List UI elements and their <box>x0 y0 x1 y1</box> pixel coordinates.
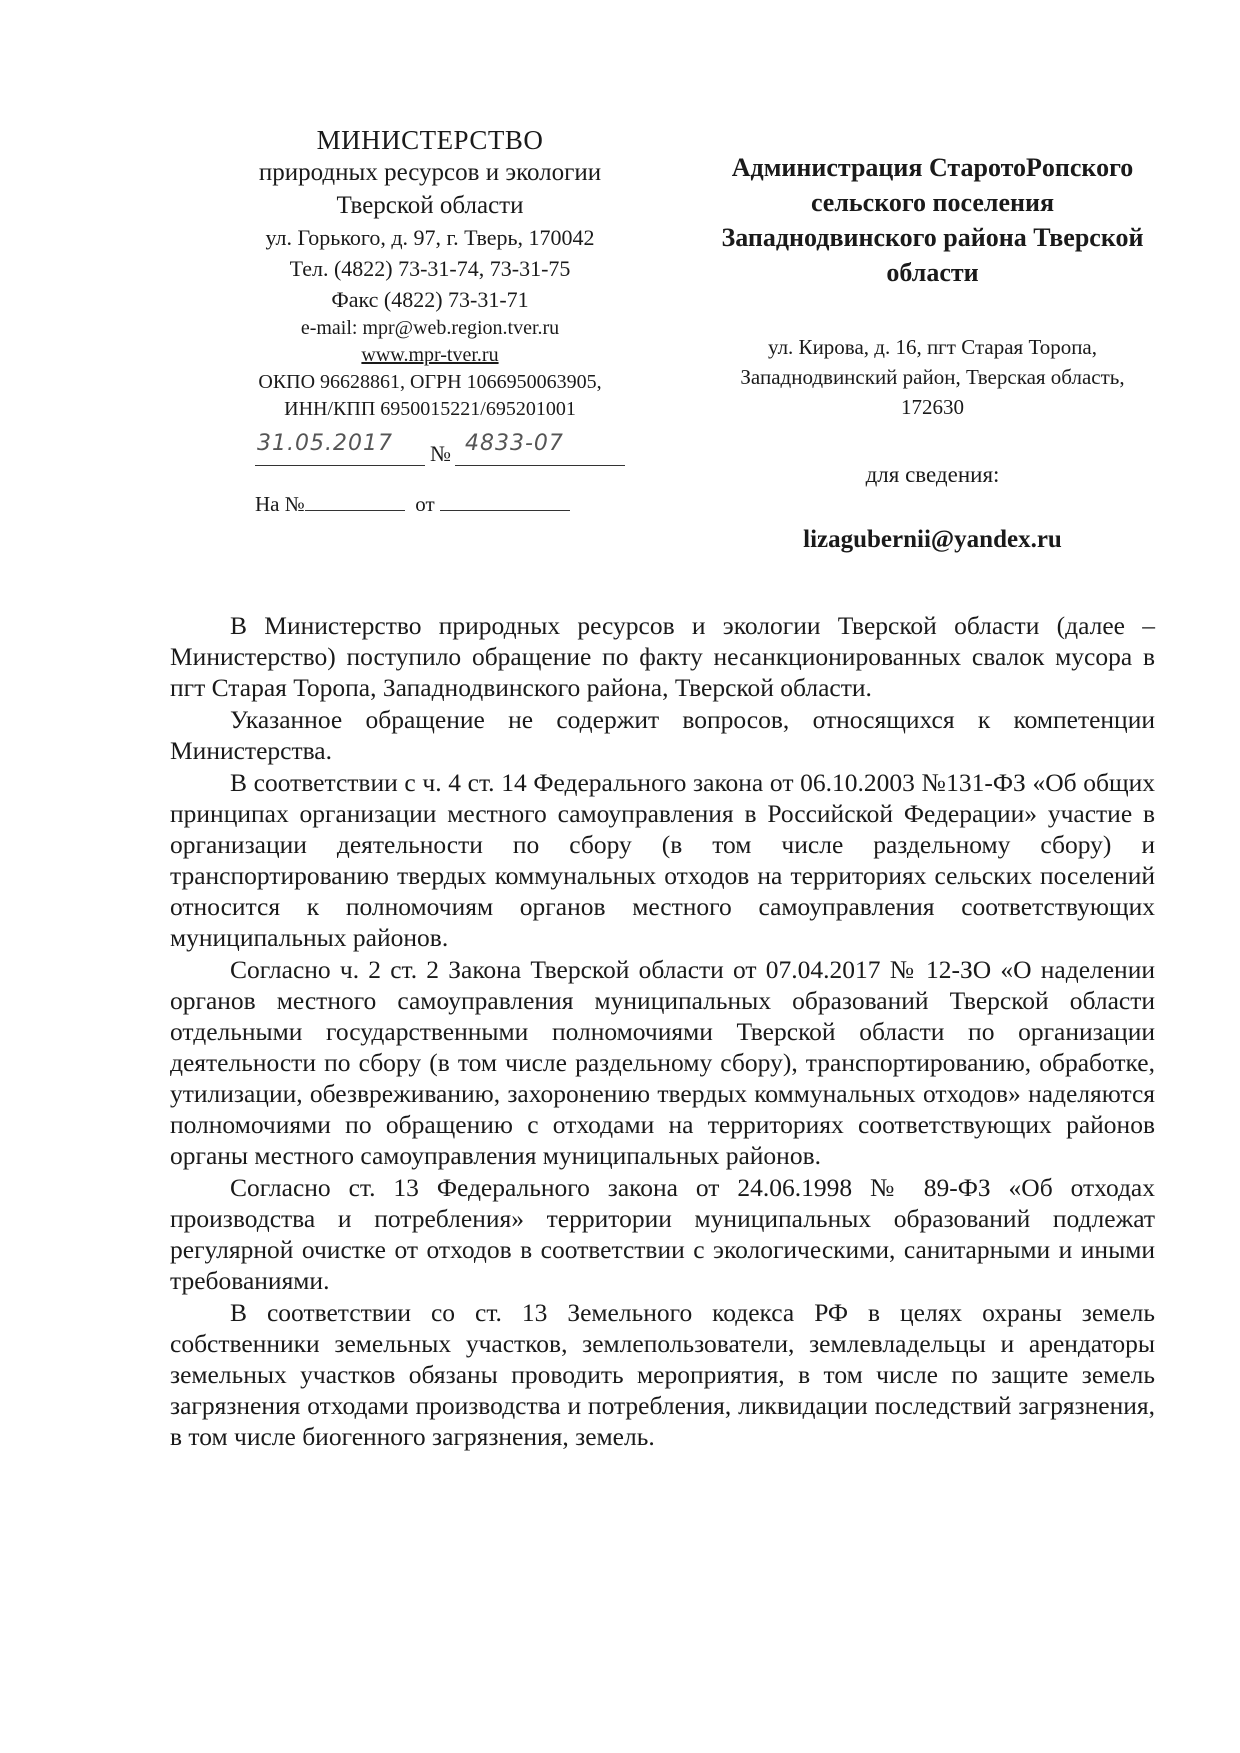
ref-number-label: На № <box>255 492 305 516</box>
body-paragraph-3: В соответствии с ч. 4 ст. 14 Федерального закона от 06.10.2003 №131-ФЗ «Об общих принципах организации местного самоуправления в Российской Федерации» участие в организации деятельности по сбору (в том числе раздельному сбору) и транспортированию твердых коммунальных отходов на территориях сельских поселений относится к полномочиям органов местного самоуправления соответствующих муниципальных районов. <box>170 768 1155 952</box>
recipient-block <box>685 150 1180 554</box>
recipient-org-line4: области <box>886 258 979 287</box>
recipient-org-line2: сельского поселения <box>810 188 1055 217</box>
reference-line <box>255 492 595 517</box>
recipient-org-line3: Западнодвинского района Тверской <box>721 223 1144 252</box>
info-label: для сведения: <box>865 462 1000 487</box>
recipient-address-line1: ул. Кирова, д. 16, пгт Старая Торопа, <box>768 335 1097 359</box>
sender-phone: Тел. (4822) 73-31-74, 73-31-75 <box>289 256 571 281</box>
registration-line <box>255 431 635 469</box>
recipient-address <box>685 332 1180 422</box>
sender-email: e-mail: mpr@web.region.tver.ru <box>300 317 560 339</box>
recipient-address-line3: 172630 <box>901 395 964 419</box>
sender-website: www.mpr-tver.ru <box>361 344 499 366</box>
reg-number-handwritten: 4833-07 <box>465 431 564 456</box>
sender-letterhead <box>210 125 650 423</box>
ref-date-blank <box>440 510 570 511</box>
ref-from-label: от <box>415 492 435 516</box>
recipient-email: lizagubernii@yandex.ru <box>803 526 1062 553</box>
sender-inn: ИНН/КПП 6950015221/695201001 <box>284 398 576 420</box>
letter-body <box>170 610 1155 1452</box>
sender-okpo: ОКПО 96628861, ОГРН 1066950063905, <box>258 371 602 393</box>
body-paragraph-4: Согласно ч. 2 ст. 2 Закона Тверской области от 07.04.2017 № 12-ЗО «О наделении органов местного самоуправления муниципальных образований Тверской области отдельными государственными полномочиями Тверской области по организации деятельности по сбору (в том числе раздельному сбору), транспортированию, обработке, утилизации, обезвреживанию, захоронению твердых коммунальных отходов» наделяются полномочиями по обращению с отходами на территориях соответствующих районов органы местного самоуправления муниципальных районов. <box>170 955 1155 1170</box>
reg-date-handwritten: 31.05.2017 <box>257 431 393 456</box>
sender-fax: Факс (4822) 73-31-71 <box>331 287 529 312</box>
reg-number-label: № <box>430 441 451 466</box>
ref-number-blank <box>305 510 405 511</box>
ministry-title: МИНИСТЕРСТВО <box>316 125 544 155</box>
ministry-name-line1: природных ресурсов и экологии <box>258 159 602 186</box>
body-paragraph-1: В Министерство природных ресурсов и экологии Тверской области (далее – Министерство) поступило обращение по факту несанкционированных свалок мусора в пгт Старая Торопа, Западнодвинского района, Тверской области. <box>170 611 1155 702</box>
reg-date-underline <box>255 465 425 466</box>
body-paragraph-6: В соответствии со ст. 13 Земельного кодекса РФ в целях охраны земель собственники земельных участков, землепользователи, землевладельцы и арендаторы земельных участков обязаны проводить мероприятия, в том числе по защите земель загрязнения отходами производства и потребления, ликвидации последствий загрязнения, в том числе биогенного загрязнения, земель. <box>170 1298 1155 1451</box>
body-paragraph-5: Согласно ст. 13 Федерального закона от 24.06.1998 № 89-ФЗ «Об отходах производства и потребления» территории муниципальных образований подлежат регулярной очистке от отходов в соответствии с экологическими, санитарными и иными требованиями. <box>170 1173 1155 1295</box>
recipient-address-line2: Западнодвинский район, Тверская область, <box>740 365 1125 389</box>
body-paragraph-2: Указанное обращение не содержит вопросов, относящихся к компетенции Министерства. <box>170 705 1155 765</box>
recipient-org-line1: Администрация СтаротоPопского <box>731 153 1134 182</box>
reg-number-underline <box>455 465 625 466</box>
ministry-name-line2: Тверской области <box>336 192 524 219</box>
sender-address: ул. Горького, д. 97, г. Тверь, 170042 <box>265 225 595 250</box>
